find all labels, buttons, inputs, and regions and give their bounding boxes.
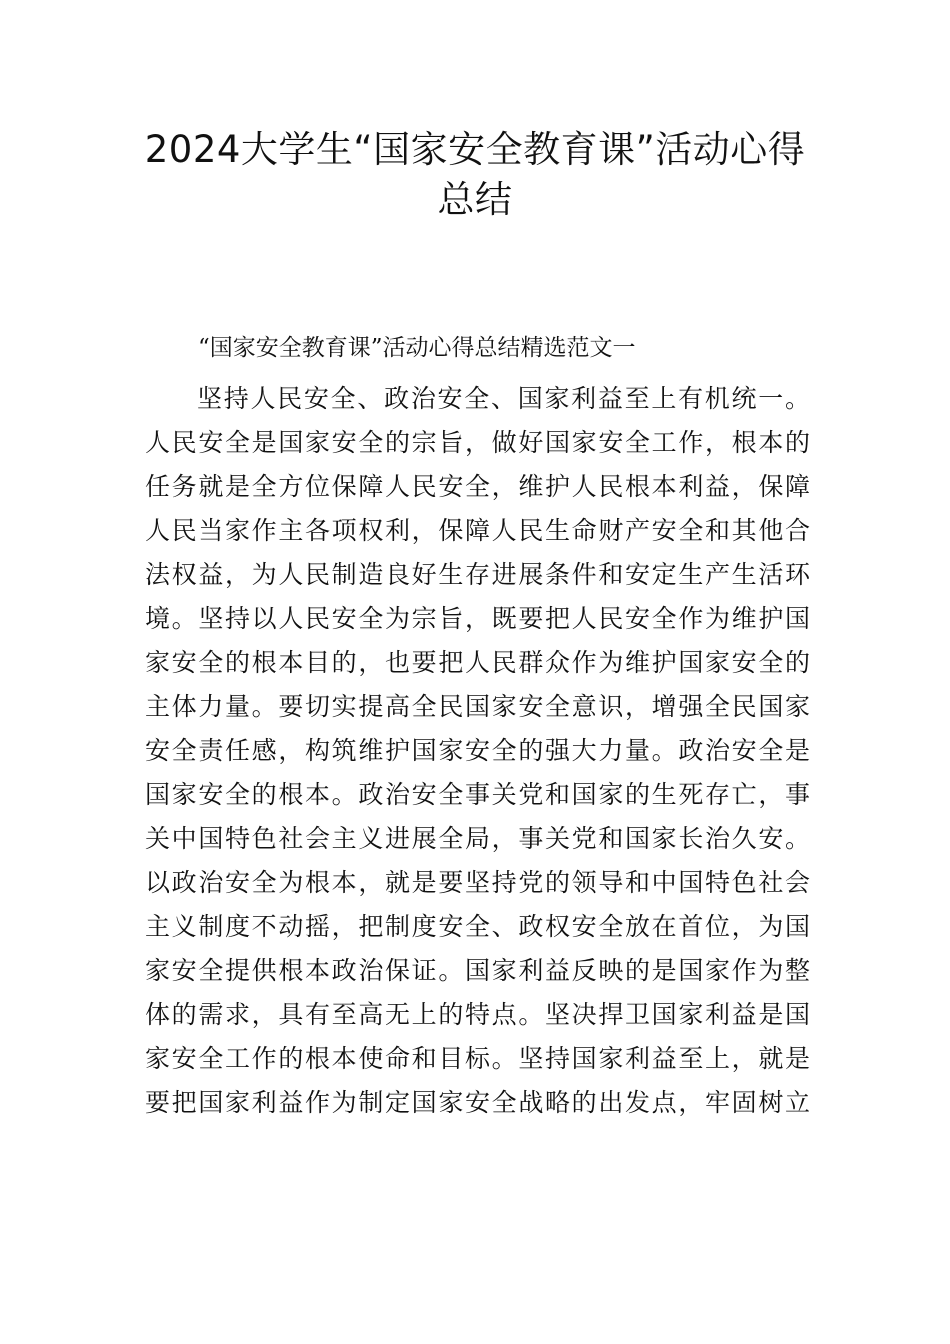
body-line: 要把国家利益作为制定国家安全战略的出发点，牢固树立 xyxy=(145,1088,810,1117)
document-subtitle: “国家安全教育课”活动心得总结精选范文一 xyxy=(198,335,636,361)
document-title: 2024大学生“国家安全教育课”活动心得总结 xyxy=(144,128,806,221)
body-line: 以政治安全为根本，就是要坚持党的领导和中国特色社会 xyxy=(145,868,810,897)
body-line: 坚持人民安全、政治安全、国家利益至上有机统一。 xyxy=(197,384,810,413)
body-line: 国家安全的根本。政治安全事关党和国家的生死存亡，事 xyxy=(145,780,810,809)
body-line: 人民安全是国家安全的宗旨，做好国家安全工作，根本的 xyxy=(145,428,810,457)
body-line: 任务就是全方位保障人民安全，维护人民根本利益，保障 xyxy=(145,472,810,501)
body-line: 主体力量。要切实提高全民国家安全意识，增强全民国家 xyxy=(145,692,810,721)
document-body xyxy=(145,377,810,1125)
body-line: 家安全的根本目的，也要把人民群众作为维护国家安全的 xyxy=(145,648,810,677)
body-line: 关中国特色社会主义进展全局，事关党和国家长治久安。 xyxy=(145,824,810,853)
body-line: 法权益，为人民制造良好生存进展条件和安定生产生活环 xyxy=(145,560,810,589)
body-line: 安全责任感，构筑维护国家安全的强大力量。政治安全是 xyxy=(145,736,810,765)
body-line: 境。坚持以人民安全为宗旨，既要把人民安全作为维护国 xyxy=(145,604,810,633)
body-line: 家安全工作的根本使命和目标。坚持国家利益至上，就是 xyxy=(145,1044,810,1073)
body-line: 家安全提供根本政治保证。国家利益反映的是国家作为整 xyxy=(145,956,810,985)
body-line: 人民当家作主各项权利，保障人民生命财产安全和其他合 xyxy=(145,516,810,545)
body-line: 主义制度不动摇，把制度安全、政权安全放在首位，为国 xyxy=(145,912,810,941)
body-line: 体的需求，具有至高无上的特点。坚决捍卫国家利益是国 xyxy=(145,1000,810,1029)
